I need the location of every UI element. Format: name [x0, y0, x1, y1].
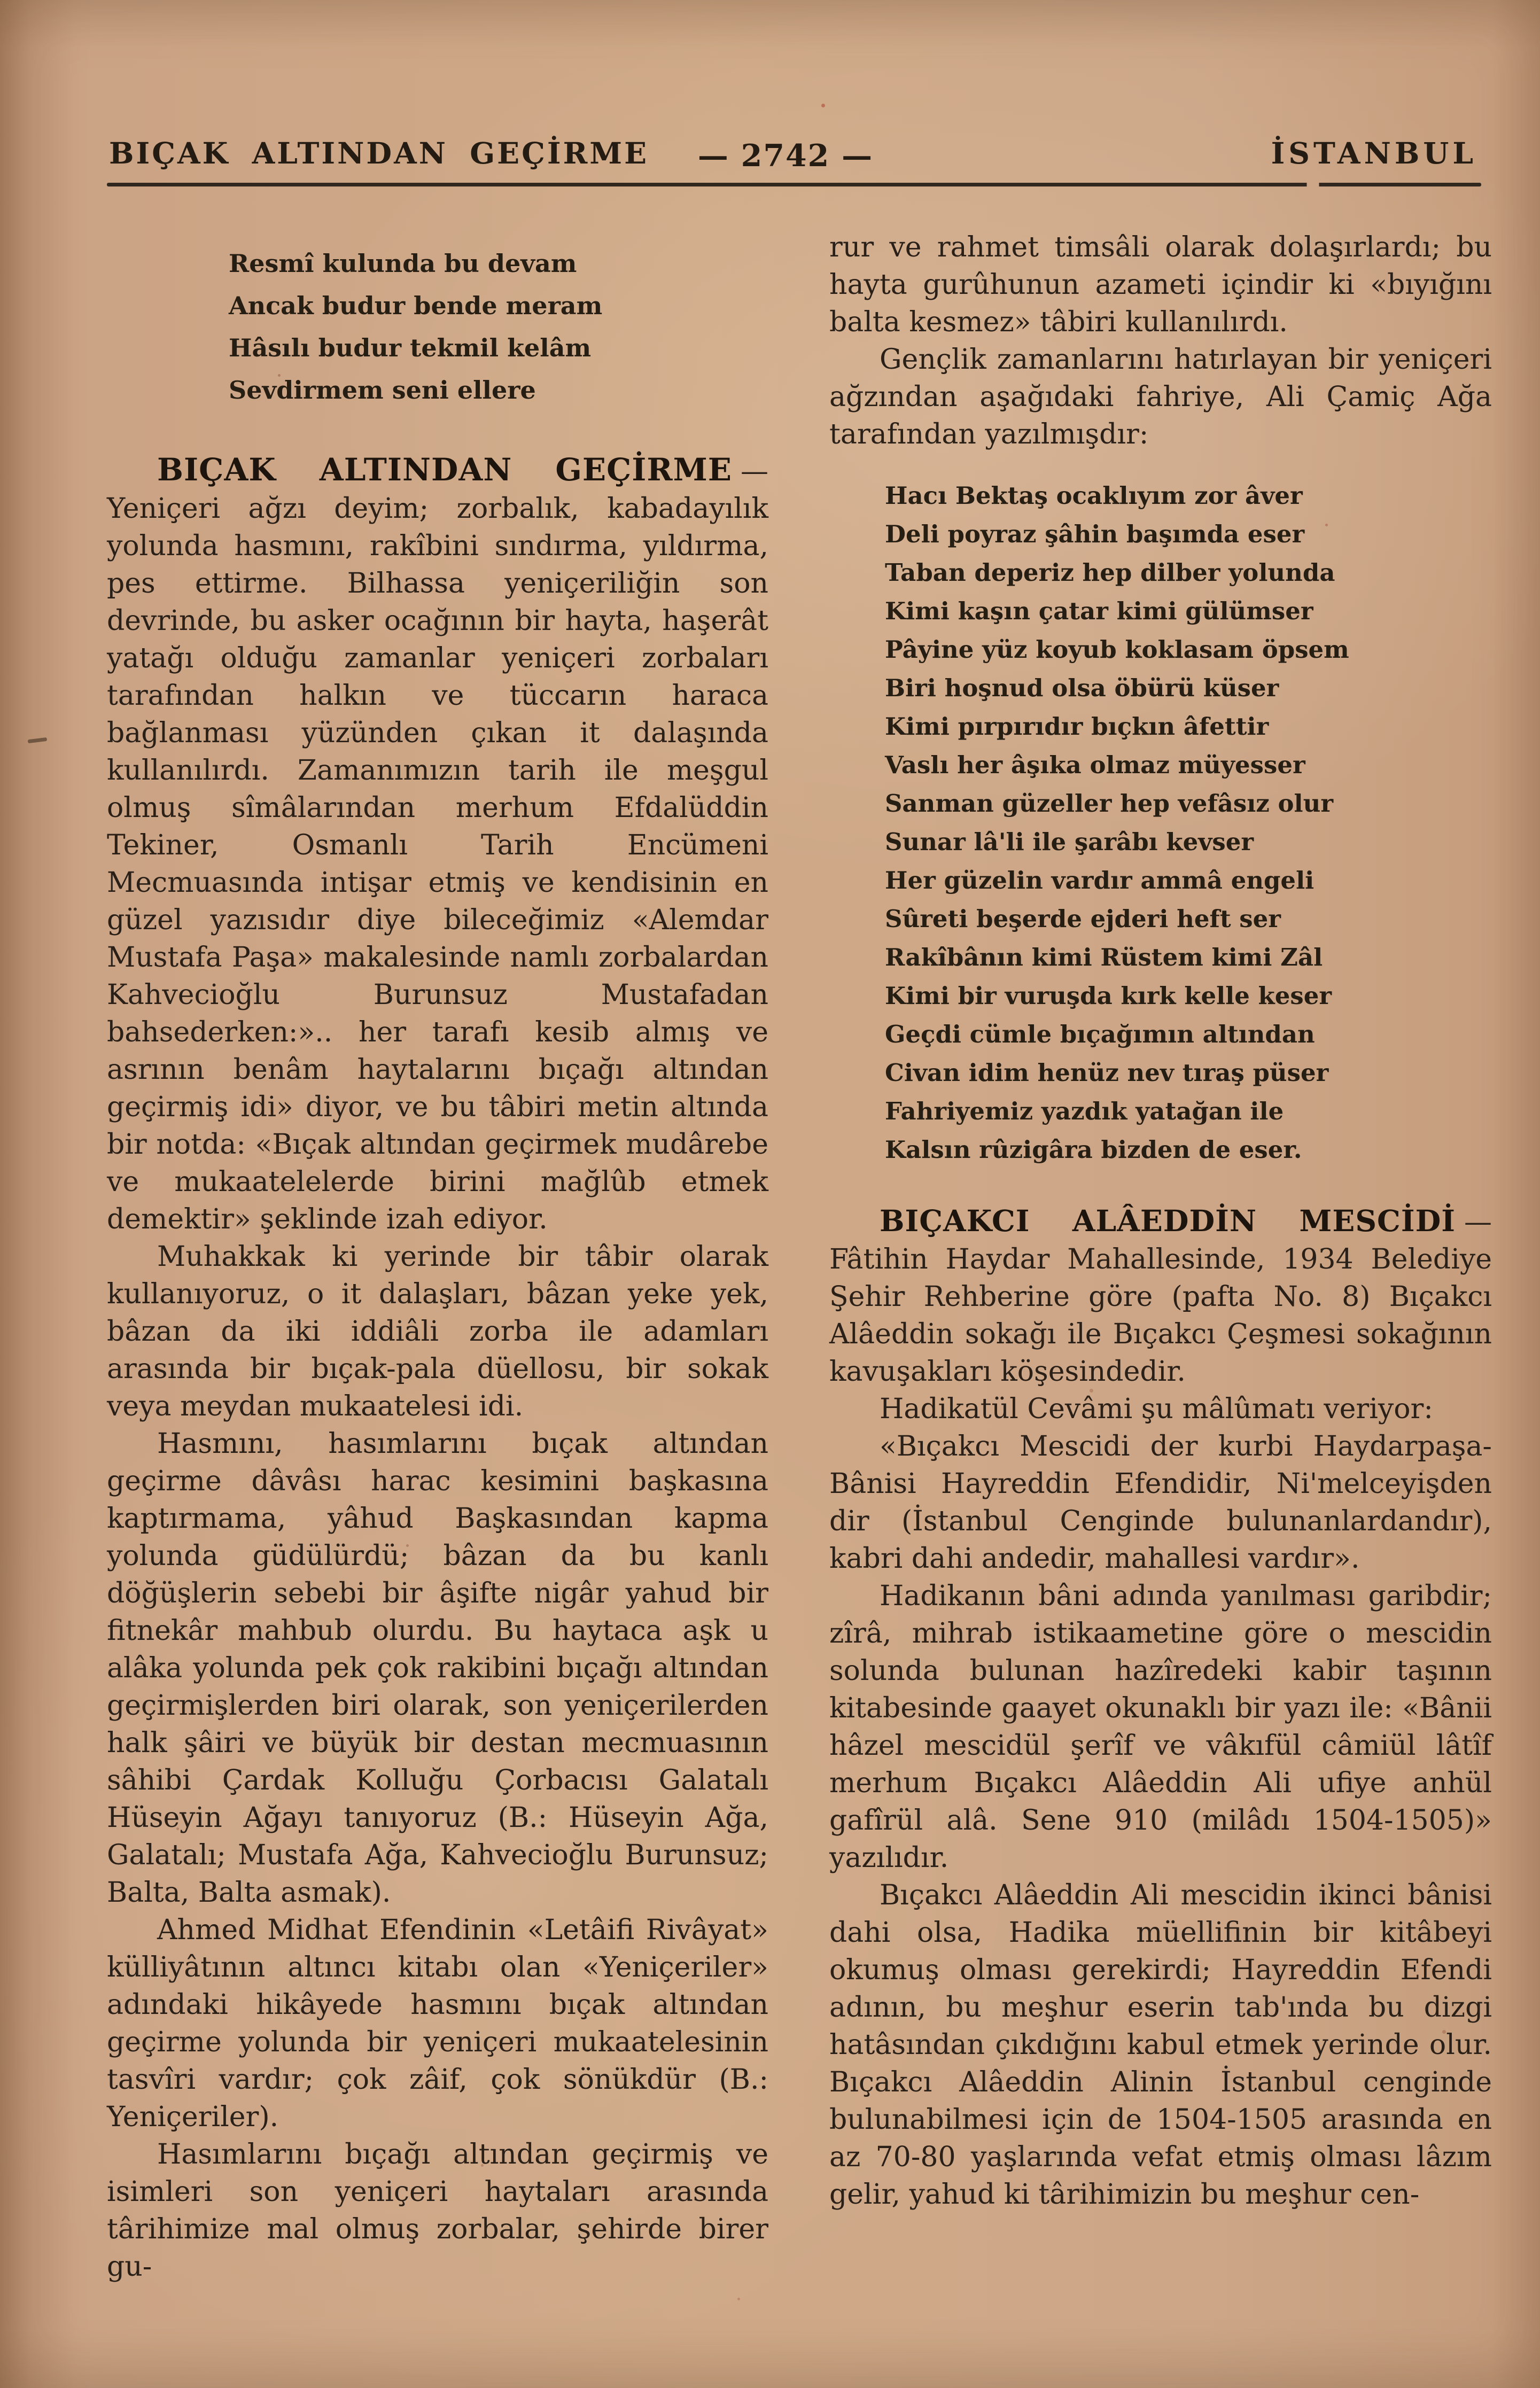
- poem-line: Deli poyraz şâhin başımda eser: [885, 520, 1305, 548]
- running-title-right: İSTANBUL: [1271, 136, 1477, 170]
- paragraph: Hasımlarını bıçağı altından geçirmiş ve isimleri son yeniçeri haytaları arasında târihimize mal olmuş zorbalar, şehirde birer gu-: [107, 2138, 768, 2283]
- poem-line: Hacı Bektaş ocaklıyım zor âver: [885, 481, 1303, 510]
- entry-paragraph: [107, 451, 768, 1238]
- paragraph: Hadikanın bâni adında yanılması garibdir; zîrâ, mihrab istikaametine göre o mescidin solunda bulunan hazîredeki kabir taşının kitabesinde gaayet okunaklı bir yazı ile: «Bânii hâzel mescidül şerîf ve vâkıfül câmiül lâtîf merhum Bıçakcı Alâeddin Ali ufiye anhül gafîrül alâ. Sene 910 (milâdı 1504-1505)» yazılıdır.: [829, 1580, 1492, 1874]
- poem-line: Her güzelin vardır ammâ engeli: [885, 866, 1315, 894]
- entry-title: BIÇAK ALTINDAN GEÇİRME: [157, 452, 732, 488]
- poem-line: Kalsın rûzigâra bizden de eser.: [885, 1135, 1302, 1164]
- paragraph: Bıçakcı Alâeddin Ali mescidin ikinci bânisi dahi olsa, Hadika müellifinin bir kitâbeyi okumuş olması gerekirdi; Hayreddin Efendi adının, bu meşhur eserin tab'ında bu dizgi hatâsından çıkdığını kabul etmek yerinde olur. Bıçakcı Alâeddin Alinin İstanbul cenginde bulunabilmesi için de 1504-1505 arasında en az 70-80 yaşlarında vefat etmiş olması lâzım gelir, yahud ki târihimizin bu meşhur cen-: [829, 1879, 1492, 2211]
- right-column: [829, 229, 1492, 2213]
- poem-line: Taban deperiz hep dilber yolunda: [885, 558, 1335, 587]
- paragraph: «Bıçakcı Mescidi der kurbi Haydarpaşa- Bânisi Hayreddin Efendidir, Ni'melceyişden dir (İstanbul Cenginde bulunanlardandır), kabri dahi andedir, mahallesi vardır».: [829, 1430, 1492, 1575]
- entry-body: — Fâtihin Haydar Mahallesinde, 1934 Belediye Şehir Rehberine göre (pafta No. 8) Bıçakcı Alâeddin sokağı ile Bıçakcı Çeşmesi sokağının kavuşakları köşesindedir.: [829, 1206, 1492, 1388]
- poem-fahriye: [829, 477, 1492, 1169]
- poem-line: Hâsılı budur tekmil kelâm: [229, 333, 592, 362]
- poem-line: Kimi pırpırıdır bıçkın âfettir: [885, 712, 1269, 741]
- poem-line: Resmî kulunda bu devam: [229, 249, 577, 278]
- poem-line: Geçdi cümle bıçağımın altından: [885, 1020, 1315, 1048]
- running-title-left: BIÇAK ALTINDAN GEÇİRME: [109, 136, 649, 170]
- entry-body: — Yeniçeri ağzı deyim; zorbalık, kabadayılık yolunda hasmını, rakîbini sındırma, yıldırma, pes ettirme. Bilhassa yeniçeriliğin son devrinde, bu asker ocağının bir hayta, haşerât yatağı olduğu zamanlar yeniçeri zorbaları tarafından halkın ve tüccarın haraca bağlanması yüzünden çıkan it dalaşında kullanılırdı. Zamanımızın tarih ile meşgul olmuş sîmâlarından merhum Efdalüddin Tekiner, Osmanlı Tarih Encümeni Mecmuasında intişar etmiş ve kendisinin en güzel yazısıdır diye bileceğimiz «Alemdar Mustafa Paşa» makalesinde namlı zorbalardan Kahvecioğlu Burunsuz Mustafadan bahsederken:».. her tarafı kesib almış ve asrının benâm haytalarını bıçağı altından geçirmiş idi» diyor, ve bu tâbiri metin altında bir notda: «Bıçak altından geçirmek mudârebe ve mukaatelelerde birini mağlûb etmek demektir» şeklinde izah ediyor.: [107, 455, 768, 1235]
- paragraph: Hadikatül Cevâmi şu mâlûmatı veriyor:: [880, 1393, 1433, 1425]
- poem-line: Sunar lâ'li ile şarâbı kevser: [885, 828, 1254, 856]
- left-column: [107, 235, 768, 2285]
- paragraph: Hasmını, hasımlarını bıçak altından geçirme dâvâsı harac kesimini başkasına kaptırmama, yâhud Başkasından kapma yolunda güdülürdü; bâzan da bu kanlı döğüşlerin sebebi bir âşifte nigâr yahud bir fitnekâr mahbub olurdu. Bu haytaca aşk u alâka yolunda pek çok rakibini bıçağı altından geçirmişlerden biri olarak, son yeniçerilerden halk şâiri ve büyük bir destan mecmuasının sâhibi Çardak Kolluğu Çorbacısı Galatalı Hüseyin Ağayı tanıyoruz (B.: Hüseyin Ağa, Galatalı; Mustafa Ağa, Kahvecioğlu Burunsuz; Balta, Balta asmak).: [107, 1428, 768, 1909]
- poem-line: Sûreti beşerde ejderi heft ser: [885, 905, 1281, 933]
- entry-title: BIÇAKCI ALÂEDDİN MESCİDİ: [880, 1203, 1456, 1238]
- paragraph: Ahmed Midhat Efendinin «Letâifi Rivâyat» külliyâtının altıncı kitabı olan «Yeniçeriler» adındaki hikâyede hasmını bıçak altından geçirme yolunda bir yeniçeri mukaatelesinin tasvîri vardır; çok zâif, çok sönükdür (B.: Yeniçeriler).: [107, 1914, 768, 2133]
- poem-line: Sevdirmem seni ellere: [229, 376, 536, 405]
- poem-line: Vaslı her âşıka olmaz müyesser: [885, 751, 1305, 779]
- poem-line: Rakîbânın kimi Rüstem kimi Zâl: [885, 943, 1323, 971]
- poem-line: Sanman güzeller hep vefâsız olur: [885, 789, 1334, 818]
- poem-line: Kimi kaşın çatar kimi gülümser: [885, 597, 1313, 625]
- paragraph: Muhakkak ki yerinde bir tâbir olarak kullanıyoruz, o it dalaşları, bâzan yeke yek, bâzan da iki iddiâli zorba ile adamları arasında bir bıçak-pala düellosu, bir sokak veya meydan mukaatelesi idi.: [107, 1241, 768, 1422]
- entry-paragraph: [829, 1202, 1492, 1390]
- poem-line: Fahriyemiz yazdık yatağan ile: [885, 1097, 1284, 1125]
- poem-line: Ancak budur bende meram: [229, 291, 603, 320]
- poem-quatrain: [107, 243, 768, 411]
- poem-line: Civan idim henüz nev tıraş püser: [885, 1059, 1329, 1087]
- page-number: — 2742 —: [697, 138, 874, 174]
- continuation-paragraph: rur ve rahmet timsâli olarak dolaşırlardı; bu hayta gurûhunun azameti içindir ki «bıyığını balta kesmez» tâbiri kullanılırdı.: [829, 231, 1492, 338]
- poem-line: Biri hoşnud olsa öbürü küser: [885, 674, 1279, 702]
- poem-line: Pâyine yüz koyub koklasam öpsem: [885, 635, 1349, 664]
- paragraph: Gençlik zamanlarını hatırlayan bir yeniçeri ağzından aşağıdaki fahriye, Ali Çamiç Ağa tarafından yazılmışdır:: [829, 344, 1492, 450]
- header-rule: [107, 183, 1481, 186]
- margin-pencil-mark: [28, 737, 48, 743]
- poem-line: Kimi bir vuruşda kırk kelle keser: [885, 982, 1332, 1010]
